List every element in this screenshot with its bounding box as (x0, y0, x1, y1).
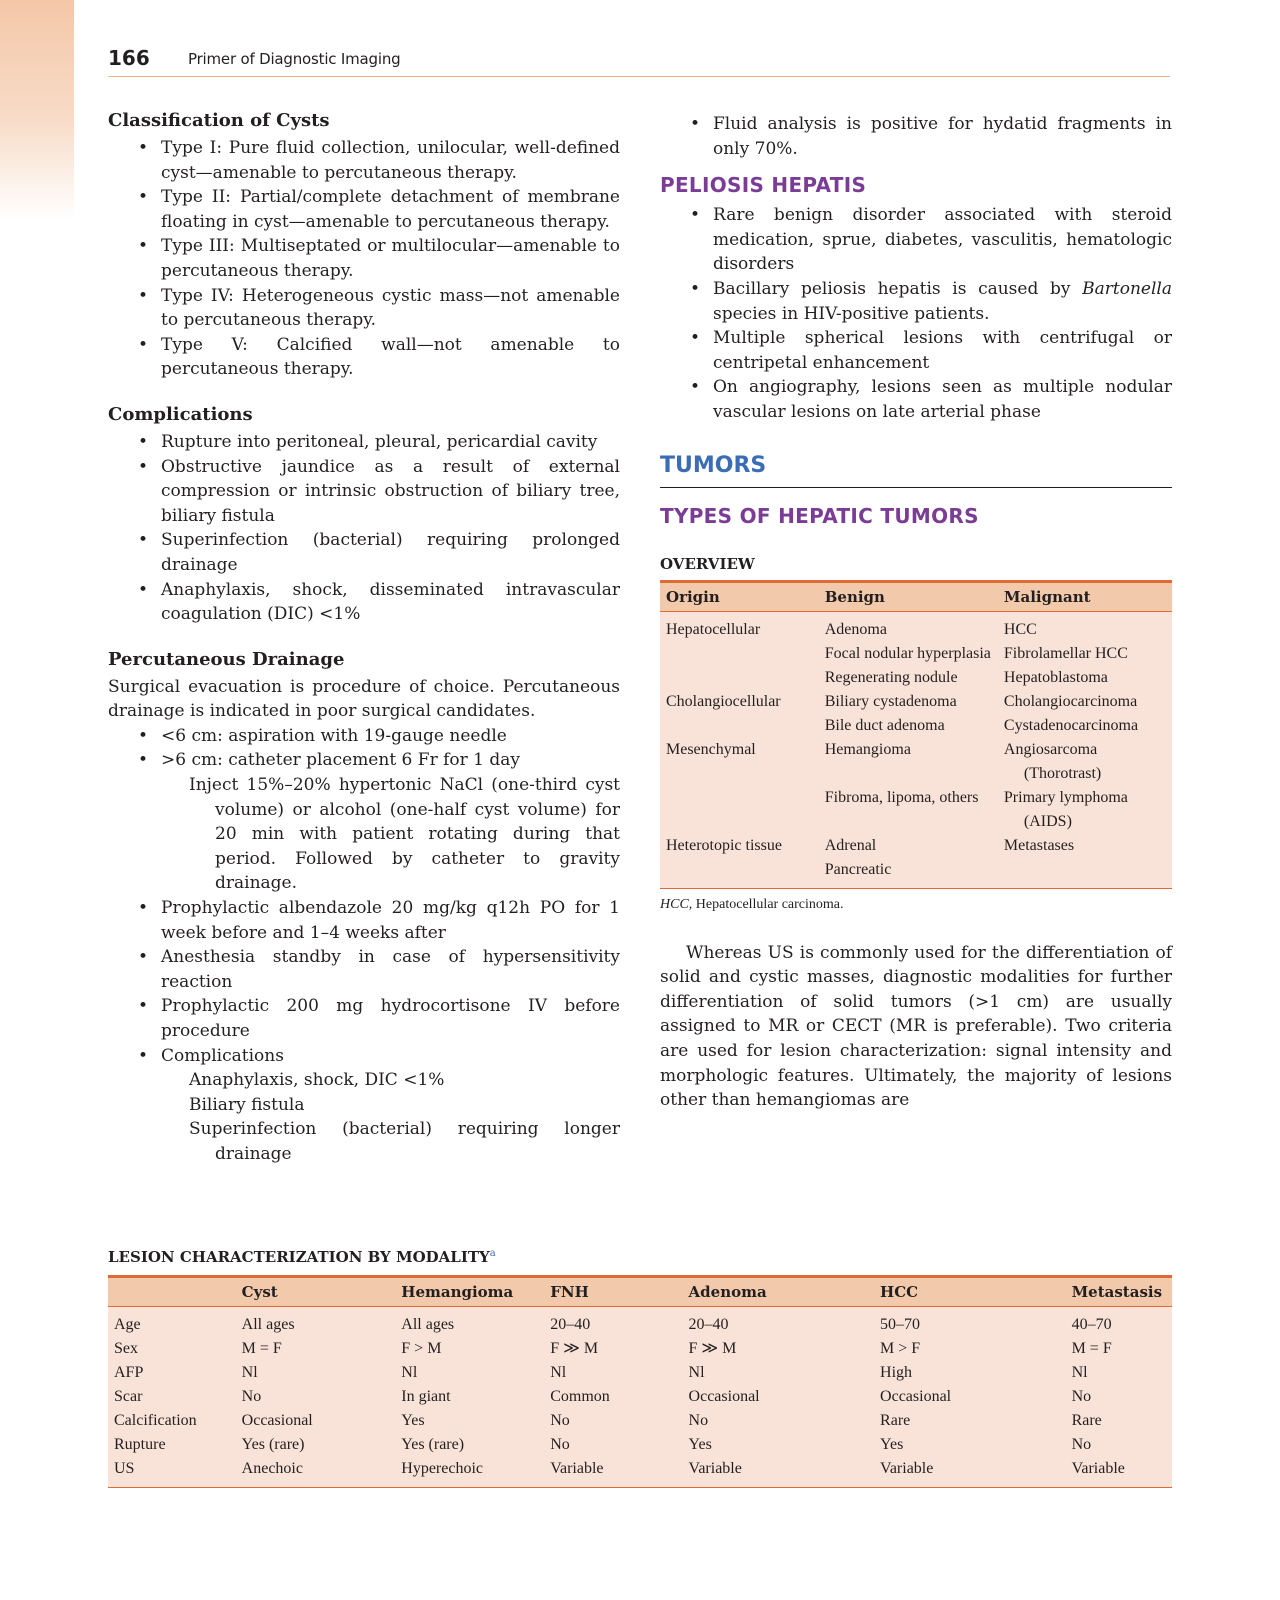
footnote-text: Hepatocellular carcinoma. (692, 896, 844, 912)
lesion-table-body (108, 1307, 1172, 1488)
row-label: AFP (114, 1364, 144, 1381)
corner-tab-decoration (0, 0, 74, 220)
complications-heading: Complications (108, 403, 253, 425)
table-row (660, 642, 1172, 666)
row-label: Age (114, 1316, 141, 1333)
lesion-table (108, 1275, 1172, 1488)
list-item: • <6 cm: aspiration with 19-gauge needle (108, 724, 620, 749)
cell: Yes (880, 1436, 904, 1453)
drainage-list (108, 724, 620, 773)
cell: No (550, 1412, 570, 1429)
cell: In giant (401, 1388, 451, 1405)
cell: Nl (1071, 1364, 1088, 1381)
cell (660, 858, 819, 889)
cell: F ≫ M (688, 1340, 737, 1357)
cell: Occasional (880, 1388, 952, 1405)
cell: Hepatocellular (666, 620, 761, 638)
cell: 50–70 (880, 1316, 921, 1333)
column-header: Cyst (236, 1277, 396, 1307)
cell: Variable (544, 1457, 682, 1488)
cell: Adrenal (824, 836, 877, 854)
cell: Primary lymphoma (AIDS) (1003, 788, 1128, 830)
table-row (660, 786, 1172, 834)
cell: M = F (241, 1340, 282, 1357)
cell: High (880, 1364, 913, 1381)
cell (660, 714, 819, 738)
column-header: Benign (819, 581, 998, 611)
running-title: Primer of Diagnostic Imaging (188, 50, 401, 68)
cell: Nl (401, 1364, 418, 1381)
cell: Nl (688, 1364, 705, 1381)
cell: F ≫ M (550, 1340, 599, 1357)
cell: Common (550, 1388, 610, 1405)
cell: Bile duct adenoma (824, 716, 945, 734)
list-item: • Anaphylaxis, shock, disseminated intravascular coagulation (DIC) <1% (108, 578, 620, 627)
list-item: • Rupture into peritoneal, pleural, pericardial cavity (108, 430, 620, 455)
complication-subitem: Biliary fistula (189, 1094, 305, 1115)
table-row (660, 666, 1172, 690)
tumors-heading: TUMORS (660, 451, 1172, 488)
cell (660, 666, 819, 690)
cell: No (688, 1412, 709, 1429)
list-item: • Type II: Partial/complete detachment of membrane floating in cyst—amenable to percutaneous therapy. (108, 185, 620, 234)
table-row (108, 1307, 1172, 1338)
cell: All ages (241, 1316, 295, 1333)
cell: 40–70 (1071, 1316, 1112, 1333)
footnote-marker: a (489, 1248, 496, 1259)
cell: Heterotopic tissue (666, 836, 782, 854)
types-heading: TYPES OF HEPATIC TUMORS (660, 503, 979, 528)
cell: Angiosarcoma (Thorotrast) (1003, 740, 1102, 782)
cell: Fibrolamellar HCC (1003, 644, 1128, 662)
cell-wrap (819, 642, 998, 666)
list-item: • Obstructive jaundice as a result of external compression or intrinsic obstruction of biliary tree, biliary fistula (108, 455, 620, 529)
peliosis-heading: PELIOSIS HEPATIS (660, 173, 867, 198)
peliosis-list (660, 203, 1172, 424)
list-item (660, 277, 1172, 326)
cell: 20–40 (688, 1316, 729, 1333)
list-item: • Type III: Multiseptated or multilocular—amenable to percutaneous therapy. (108, 234, 620, 283)
cell: Hepatoblastoma (1003, 668, 1108, 686)
classification-list (108, 136, 620, 382)
list-item: • Anesthesia standby in case of hypersensitivity reaction (108, 945, 620, 994)
cell: Rare (1071, 1412, 1102, 1429)
cell: 20–40 (550, 1316, 591, 1333)
row-label: Scar (114, 1388, 143, 1405)
table-header-row (108, 1277, 1172, 1307)
genus-name: Bartonella (1082, 278, 1172, 299)
list-item: • Multiple spherical lesions with centrifugal or centripetal enhancement (660, 326, 1172, 375)
overview-table (660, 580, 1172, 889)
cell: M = F (1071, 1340, 1112, 1357)
drainage-heading: Percutaneous Drainage (108, 648, 345, 670)
column-header: Malignant (998, 581, 1172, 611)
fluid-list (660, 112, 1172, 161)
column-header: Adenoma (683, 1277, 875, 1307)
cell: Yes (688, 1436, 712, 1453)
cell: Cholangiocarcinoma (1003, 692, 1138, 710)
classification-heading: Classification of Cysts (108, 110, 330, 131)
lesion-heading-text: LESION CHARACTERIZATION BY MODALITY (108, 1248, 490, 1266)
overview-footnote (660, 897, 1172, 913)
cell: Variable (1066, 1457, 1172, 1488)
cell: M > F (880, 1340, 921, 1357)
row-label: Rupture (114, 1436, 166, 1453)
complication-subitem: Anaphylaxis, shock, DIC <1% (189, 1070, 445, 1091)
cell: Adenoma (824, 620, 887, 638)
cell: All ages (401, 1316, 455, 1333)
table-row (660, 611, 1172, 642)
table-row (108, 1433, 1172, 1457)
list-item: • Prophylactic albendazole 20 mg/kg q12h PO for 1 week before and 1–4 weeks after (108, 896, 620, 945)
cell: Nl (550, 1364, 567, 1381)
cell: Cystadenocarcinoma (1003, 716, 1139, 734)
cell: Variable (874, 1457, 1066, 1488)
list-item: • Fluid analysis is positive for hydatid fragments in only 70%. (660, 112, 1172, 161)
table-row (660, 714, 1172, 738)
cell: Focal nodular hyperplasia (824, 644, 991, 662)
cell-wrap (819, 786, 998, 834)
cell: Anechoic (236, 1457, 396, 1488)
drainage-intro: Surgical evacuation is procedure of choice. Percutaneous drainage is indicated in poor surgical candidates. (108, 676, 620, 722)
cell: No (550, 1436, 570, 1453)
list-item: • Type IV: Heterogeneous cystic mass—not amenable to percutaneous therapy. (108, 284, 620, 333)
column-header: FNH (544, 1277, 682, 1307)
lesion-section (108, 1244, 1172, 1488)
cell: Fibroma, lipoma, others (824, 788, 979, 806)
drainage-subitem: Inject 15%–20% hypertonic NaCl (one-third cyst volume) or alcohol (one-half cyst volume) for 20 min with patient rotating during that period. Followed by catheter to gravity drainage. (189, 775, 620, 894)
cell (660, 642, 819, 666)
page-header (108, 46, 1170, 77)
cell: Yes (rare) (401, 1436, 465, 1453)
cell: Mesenchymal (666, 740, 756, 758)
cell: Nl (241, 1364, 258, 1381)
list-item: • Prophylactic 200 mg hydrocortisone IV before procedure (108, 994, 620, 1043)
cell: No (1071, 1436, 1092, 1453)
cell (660, 786, 819, 834)
cell: Cholangiocellular (666, 692, 781, 710)
list-item: • >6 cm: catheter placement 6 Fr for 1 day (108, 748, 620, 773)
right-column (660, 112, 1172, 1113)
cell: Hemangioma (824, 740, 911, 758)
table-row (108, 1409, 1172, 1433)
drainage-list-continued (108, 896, 620, 1068)
table-row (660, 858, 1172, 889)
table-row (660, 834, 1172, 858)
footnote-abbr: HCC, (660, 896, 693, 912)
column-header (108, 1277, 236, 1307)
list-item: • Rare benign disorder associated with steroid medication, sprue, diabetes, vasculitis, hematologic disorders (660, 203, 1172, 277)
column-header: Hemangioma (395, 1277, 544, 1307)
overview-heading: OVERVIEW (660, 554, 755, 573)
row-label: Calcification (114, 1412, 197, 1429)
column-header: HCC (874, 1277, 1066, 1307)
cell: Regenerating nodule (824, 668, 958, 686)
cell (998, 858, 1172, 889)
cell: Occasional (688, 1388, 760, 1405)
cell: Variable (683, 1457, 875, 1488)
list-item: • Complications (108, 1044, 620, 1069)
cell: F > M (401, 1340, 442, 1357)
cell: Pancreatic (819, 858, 998, 889)
list-item: • Type I: Pure fluid collection, unilocular, well-defined cyst—amenable to percutaneous therapy. (108, 136, 620, 185)
cell: Occasional (241, 1412, 313, 1429)
table-row (108, 1385, 1172, 1409)
row-label: Sex (114, 1340, 138, 1357)
cell: Yes (401, 1412, 425, 1429)
left-column (108, 108, 620, 1167)
cell: Metastases (1003, 836, 1075, 854)
table-row (108, 1457, 1172, 1488)
item-text: Bacillary peliosis hepatis is caused by (713, 278, 1083, 299)
lesion-table-heading (108, 1244, 1172, 1267)
cell-wrap (998, 786, 1172, 834)
complications-list (108, 430, 620, 627)
column-header: Metastasis (1066, 1277, 1172, 1307)
table-row (660, 690, 1172, 714)
list-item: • Superinfection (bacterial) requiring prolonged drainage (108, 528, 620, 577)
list-item: • Type V: Calcified wall—not amenable to percutaneous therapy. (108, 333, 620, 382)
table-row (108, 1337, 1172, 1361)
tumor-paragraph: Whereas US is commonly used for the differentiation of solid and cystic masses, diagnostic modalities for further differentiation of solid tumors (>1 cm) are usually assigned to MR or CECT (MR is preferable). Two criteria are used for lesion characterization: signal intensity and morphologic features. Ultimately, the majority of lesions other than hemangiomas are (660, 942, 1172, 1111)
cell: Rare (880, 1412, 911, 1429)
table-row (660, 738, 1172, 786)
table-row (108, 1361, 1172, 1385)
cell: Biliary cystadenoma (824, 692, 957, 710)
page-number: 166 (108, 46, 150, 70)
cell: Yes (rare) (241, 1436, 305, 1453)
cell: No (1071, 1388, 1092, 1405)
cell-wrap (998, 738, 1172, 786)
item-text: species in HIV-positive patients. (713, 303, 990, 324)
complication-subitem: Superinfection (bacterial) requiring longer drainage (189, 1119, 620, 1164)
cell: HCC (1003, 620, 1037, 638)
list-item: • On angiography, lesions seen as multiple nodular vascular lesions on late arterial phase (660, 375, 1172, 424)
row-label: US (108, 1457, 236, 1488)
column-header: Origin (660, 581, 819, 611)
cell: Hyperechoic (395, 1457, 544, 1488)
table-header-row (660, 581, 1172, 611)
cell: No (241, 1388, 262, 1405)
